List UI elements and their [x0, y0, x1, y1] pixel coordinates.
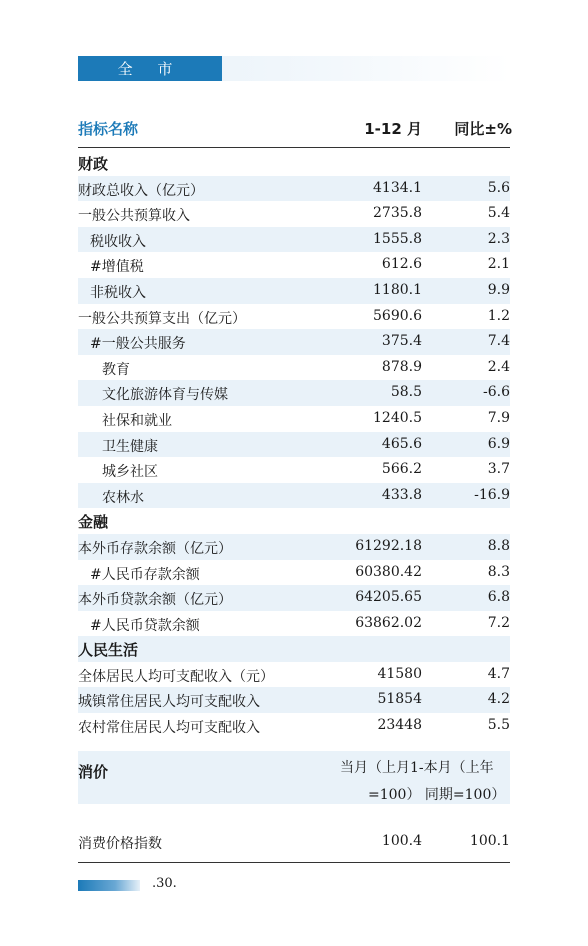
- table-row: [78, 687, 510, 713]
- row-name: #一般公共服务: [90, 336, 186, 353]
- row-value-period: 433.8: [381, 486, 422, 503]
- row-name: 本外币贷款余额（亿元）: [78, 592, 232, 609]
- row-value-yoy: 7.4: [487, 333, 510, 350]
- price-header: [78, 751, 510, 804]
- row-name: 消费价格指数: [78, 836, 162, 852]
- table-row: [78, 534, 510, 560]
- row-name: 一般公共预算收入: [78, 208, 190, 225]
- row-value-period: 1240.5: [373, 409, 422, 426]
- row-name: 社保和就业: [102, 412, 172, 429]
- section-heading-row: [78, 150, 510, 176]
- row-value-month: 100.4: [381, 833, 422, 849]
- row-value-period: 51854: [377, 691, 422, 708]
- table-row: [78, 329, 510, 355]
- row-name: 财政总收入（亿元）: [78, 182, 204, 199]
- table-row: [78, 713, 510, 739]
- table-row: [78, 176, 510, 202]
- row-value-period: 5690.6: [373, 307, 422, 324]
- table-row: [78, 227, 510, 253]
- section-title: 金融: [78, 513, 109, 532]
- row-name: 非税收入: [90, 284, 146, 301]
- page-number: .30.: [152, 876, 177, 891]
- price-header-line1: 当月（上月1-本月（上年: [340, 760, 494, 776]
- row-value-yoy: 2.3: [487, 230, 510, 247]
- table-row: [78, 406, 510, 432]
- row-value-period: 60380.42: [355, 563, 422, 580]
- section-title: 人民生活: [78, 641, 139, 660]
- table-row: [78, 585, 510, 611]
- row-name: #人民币存款余额: [90, 566, 200, 583]
- price-section-title: 消价: [78, 763, 109, 781]
- row-value-period: 465.6: [381, 435, 422, 452]
- row-value-yoy: 5.4: [487, 205, 510, 222]
- table-row: [78, 483, 510, 509]
- row-value-yoy: 8.3: [487, 563, 510, 580]
- table-row: [78, 278, 510, 304]
- header-rule: [78, 147, 510, 148]
- row-name: 农村常住居民人均可支配收入: [78, 720, 260, 737]
- table-row: [78, 380, 510, 406]
- row-value-period: 878.9: [381, 358, 422, 375]
- indicator-table: [78, 150, 510, 739]
- row-value-period: 2735.8: [373, 205, 422, 222]
- row-value-yoy: 1.2: [487, 307, 510, 324]
- row-value-period: 64205.65: [355, 589, 422, 606]
- row-name: 教育: [102, 361, 130, 378]
- row-value-period: 58.5: [390, 384, 422, 401]
- header-indicator-name: 指标名称: [78, 120, 139, 138]
- row-value-yoy: 4.7: [487, 665, 510, 682]
- row-value-yoy: 2.4: [487, 358, 510, 375]
- row-value-yoy: 5.6: [487, 179, 510, 196]
- row-name: 本外币存款余额（亿元）: [78, 540, 232, 557]
- row-value-cumulative: 100.1: [469, 833, 510, 849]
- row-name: 一般公共预算支出（亿元）: [78, 310, 246, 327]
- table-row: [78, 304, 510, 330]
- banner-title: 全 市: [78, 56, 222, 81]
- row-value-yoy: 3.7: [487, 461, 510, 478]
- row-name: #人民币贷款余额: [90, 617, 200, 634]
- row-name: 城乡社区: [102, 464, 158, 481]
- row-name: 城镇常住居民人均可支配收入: [78, 694, 260, 711]
- table-row: [78, 830, 510, 854]
- row-value-period: 375.4: [381, 333, 422, 350]
- row-value-period: 1180.1: [373, 281, 422, 298]
- row-value-yoy: 4.2: [487, 691, 510, 708]
- row-value-period: 41580: [377, 665, 422, 682]
- footer-bar: [78, 880, 140, 891]
- table-row: [78, 611, 510, 637]
- table-row: [78, 432, 510, 458]
- section-heading-row: [78, 636, 510, 662]
- row-value-yoy: 6.9: [487, 435, 510, 452]
- row-value-period: 63862.02: [355, 614, 422, 631]
- row-value-yoy: -6.6: [483, 384, 510, 401]
- row-value-yoy: 2.1: [487, 256, 510, 273]
- table-row: [78, 355, 510, 381]
- section-banner: [78, 56, 510, 81]
- table-row: [78, 252, 510, 278]
- row-name: 卫生健康: [102, 438, 158, 455]
- row-value-yoy: 7.2: [487, 614, 510, 631]
- row-value-period: 23448: [377, 717, 422, 734]
- section-heading-row: [78, 508, 510, 534]
- header-yoy: 同比±%: [454, 120, 512, 138]
- table-row: [78, 457, 510, 483]
- row-value-yoy: 5.5: [487, 717, 510, 734]
- row-value-period: 612.6: [381, 256, 422, 273]
- header-period: 1-12 月: [364, 120, 422, 138]
- price-header-line2: =100） 同期=100）: [368, 787, 506, 803]
- bottom-rule: [78, 862, 510, 863]
- row-value-yoy: 6.8: [487, 589, 510, 606]
- row-name: 税收收入: [90, 233, 146, 250]
- table-row: [78, 662, 510, 688]
- row-value-period: 4134.1: [373, 179, 422, 196]
- row-value-period: 61292.18: [355, 537, 422, 554]
- row-name: 文化旅游体育与传媒: [102, 387, 228, 404]
- table-row: [78, 201, 510, 227]
- row-name: #增值税: [90, 259, 144, 276]
- row-name: 农林水: [102, 489, 144, 506]
- row-value-yoy: 8.8: [487, 537, 510, 554]
- row-value-yoy: 7.9: [487, 409, 510, 426]
- row-name: 全体居民人均可支配收入（元）: [78, 668, 274, 685]
- row-value-period: 566.2: [381, 461, 422, 478]
- row-value-yoy: 9.9: [487, 281, 510, 298]
- table-row: [78, 560, 510, 586]
- row-value-yoy: -16.9: [474, 486, 510, 503]
- section-title: 财政: [78, 155, 109, 173]
- row-value-period: 1555.8: [373, 230, 422, 247]
